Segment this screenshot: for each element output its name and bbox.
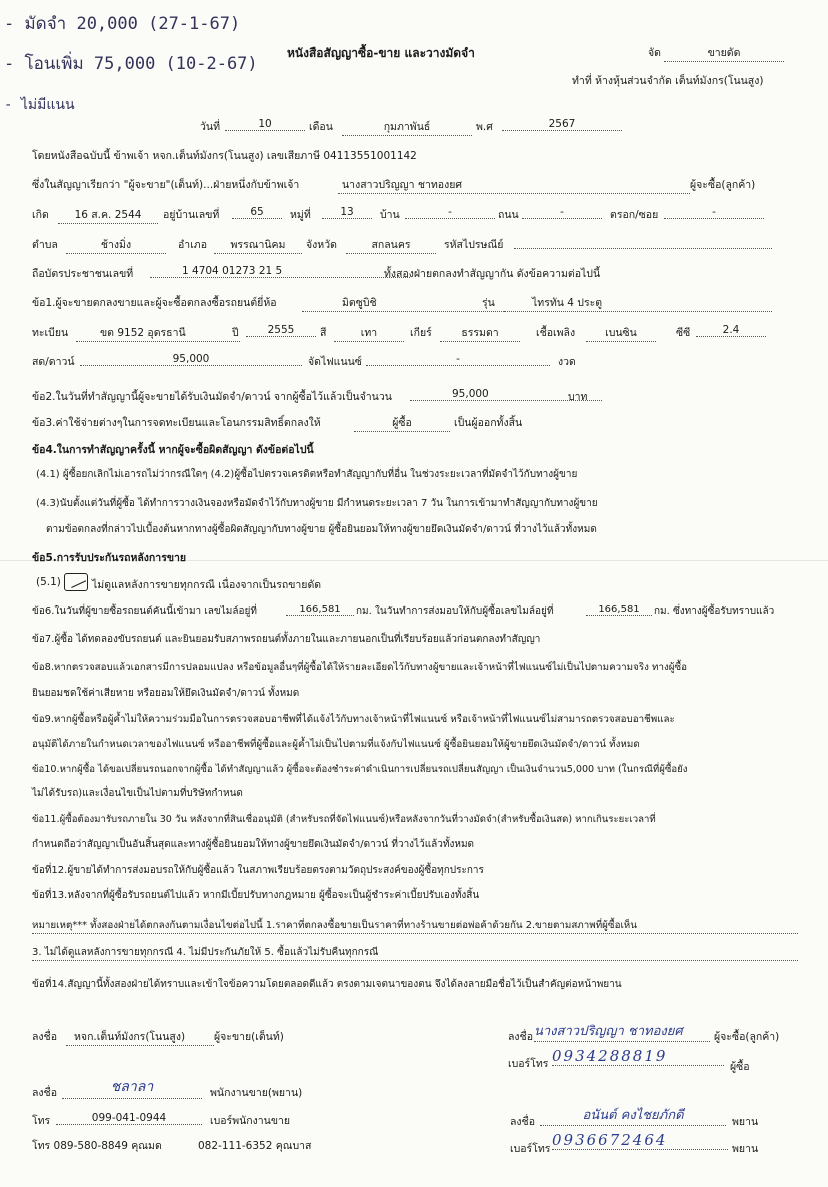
clause10a: ข้อ10.หากผู้ซื้อ ได้ขอเปลี่ยนรถนอกจากผู้ซื้อ ได้ทำสัญญาแล้ว ผู้ซื้อจะต้องชำระค่าดำเนินการเปลี่ยนรถเปลี่ยนสัญญา เป็นเงินจำนวน5,000 บาท (ในกรณีที่ผู้ซื้อยัง xyxy=(32,764,688,775)
car-brand: มิตซูบิชิ xyxy=(302,294,512,312)
car-gear: ธรรมดา xyxy=(440,324,520,342)
car-fuel: เบนซิน xyxy=(586,324,656,342)
staff-tel-label: โทร xyxy=(32,1115,51,1127)
clause14: ข้อที่14.สัญญานี้ทั้งสองฝ่ายได้ทราบและเข้าใจข้อความโดยตลอดดีแล้ว ตรงตามเจตนาของตน จึงได้ลงลายมือชื่อไว้เป็นสำคัญต่อหน้าพยาน xyxy=(32,979,622,990)
buyer-phone-role: ผู้ซื้อ xyxy=(730,1061,750,1073)
reg-label: ทะเบียน xyxy=(32,327,69,339)
gear-label: เกียร์ xyxy=(410,327,432,339)
month-label: เดือน xyxy=(309,121,333,133)
moo-label: หมู่ที่ xyxy=(290,209,311,221)
buyer-phone-label: เบอร์โทร xyxy=(508,1058,549,1070)
seller-signature: หจก.เต็นท์มังกร(โนนสูง) xyxy=(66,1028,214,1046)
month-value: กุมภาพันธ์ xyxy=(342,118,472,136)
birth-label: เกิด xyxy=(32,209,49,221)
note-deposit: - มัดจำ 20,000 (27-1-67) xyxy=(4,14,241,34)
tambon-label: ตำบล xyxy=(32,239,58,251)
clause6-mid: กม. ในวันทำการส่งมอบให้กับผู้ซื้อเลขไมล์อยู่ที่ xyxy=(356,606,554,617)
staff-role: พนักงานขาย(พยาน) xyxy=(210,1087,303,1099)
clause3-lead: ข้อ3.ค่าใช้จ่ายต่างๆในการจดทะเบียนและโอนกรรมสิทธิ์ตกลงให้ xyxy=(32,417,321,429)
staff-signature: ชลาลา xyxy=(62,1076,202,1099)
intro-line: โดยหนังสือฉบับนี้ ข้าพเจ้า หจก.เต็นท์มังกร(โนนสูง) เลขเสียภาษี 04113551001142 xyxy=(32,150,417,162)
note-none: - ไม่มีแนน xyxy=(4,97,75,113)
house-label: อยู่บ้านเลขที่ xyxy=(163,209,220,221)
id-value: 1 4704 01273 21 5 xyxy=(150,265,410,278)
buyer-tail: ผู้จะซื้อ(ลูกค้า) xyxy=(690,179,756,191)
buyer-sign-label: ลงชื่อ xyxy=(508,1031,533,1043)
clause2-lead: ข้อ2.ในวันที่ทำสัญญานี้ผู้จะขายได้รับเงินมัดจำ/ดาวน์ จากผู้ซื้อไว้แล้วเป็นจำนวน xyxy=(32,391,392,403)
clause3-who: ผู้ซื้อ xyxy=(354,414,450,432)
clause7: ข้อ7.ผู้ซื้อ ได้ทดลองขับรถยนต์ และยินยอมรับสภาพรถยนต์ทั้งภายในและภายนอกเป็นที่เรียบร้อยแล้วก่อนตกลงทำสัญญา xyxy=(32,634,541,645)
house-value: 65 xyxy=(232,206,282,219)
road-label: ถนน xyxy=(498,209,519,221)
clause13: ข้อที่13.หลังจากที่ผู้ซื้อรับรถยนต์ไปแล้ว หากมีเบี้ยปรับทางกฎหมาย ผู้ซื้อจะเป็นผู้ชำระค่าเบี้ยปรับเองทั้งสิ้น xyxy=(32,890,480,901)
moo-value: 13 xyxy=(322,206,372,219)
type-label: จัด xyxy=(648,47,661,59)
year-label: พ.ศ xyxy=(476,121,493,133)
mileage-in: 166,581 xyxy=(286,604,354,616)
village-label: บ้าน xyxy=(380,209,400,221)
buyer-signature: นางสาวปริญญา ชาทองยศ xyxy=(534,1020,710,1042)
witness-phone-label: เบอร์โทร xyxy=(510,1143,551,1155)
clause4-3a: (4.3)นับตั้งแต่วันที่ผู้ซื้อ ได้ทำการวางเงินจองหรือมัดจำไว้กับทางผู้ขาย มีกำหนดระยะเวลา 7 วัน ในการเข้ามาทำสัญญากับทางผู้ขาย xyxy=(36,498,598,509)
year-value: 2567 xyxy=(502,118,622,131)
note-extra-transfer: - โอนเพิ่ม 75,000 (10-2-67) xyxy=(4,54,258,74)
car-year: 2555 xyxy=(246,324,316,337)
model-label: รุ่น xyxy=(482,297,495,309)
clause11b: กำหนดถือว่าสัญญาเป็นอันสิ้นสุดและทางผู้ซื้อยินยอมให้ทางผู้ขายยึดเงินมัดจำ/ดาวน์ ที่วางไว้แล้วทั้งหมด xyxy=(32,839,475,850)
year-model-label: ปี xyxy=(232,327,239,339)
clause8a: ข้อ8.หากตรวจสอบแล้วเอกสารมีการปลอมแปลง หรือข้อมูลอื่นๆที่ผู้ซื้อได้ให้รายละเอียดไว้กับทางผู้ขายและเจ้าหน้าที่ไฟแนนซ์ไม่เป็นไปตามความจริง ทางผู้ซื้อ xyxy=(32,662,688,673)
amphoe-label: อำเภอ xyxy=(178,239,208,251)
witness-phone-role: พยาน xyxy=(732,1143,759,1155)
buyer-name: นางสาวปริญญา ชาทองยศ xyxy=(338,176,690,194)
color-label: สี xyxy=(320,327,327,339)
price-value: 95,000 xyxy=(80,353,302,366)
birth-value: 16 ส.ค. 2544 xyxy=(58,206,158,224)
staff-tel-role: เบอร์พนักงานขาย xyxy=(210,1115,291,1127)
car-model: ไทรทัน 4 ประตู xyxy=(504,294,772,312)
place-text: ทำที่ ห้างหุ้นส่วนจำกัด เต็นท์มังกร(โนนสูง) xyxy=(572,75,764,87)
id-tail: ทั้งสองฝ่ายตกลงทำสัญญากัน ดังข้อความต่อไปนี้ xyxy=(384,268,601,280)
clause5-1-number: (5.1) xyxy=(36,576,61,588)
remark-line-2: 3. ไม่ได้ดูแลหลังการขายทุกกรณี 4. ไม่มีประกันภัยให้ 5. ซื้อแล้วไม่รับคืนทุกกรณี xyxy=(32,945,798,961)
zip-label: รหัสไปรษณีย์ xyxy=(444,239,504,251)
car-color: เทา xyxy=(334,324,404,342)
clause4-3b: ตามข้อตกลงที่กล่าวไปเบื้องต้นหากทางผู้ซื้อผิดสัญญากับทางผู้ขาย ผู้ซื้อยินยอมให้ทางผู้ขายยึดเงินมัดจำ/ดาวน์ ที่วางไว้แล้วทั้งหมด xyxy=(46,524,597,535)
document-title: หนังสือสัญญาซื้อ-ขาย และวางมัดจำ xyxy=(287,46,475,60)
witness-sign-label: ลงชื่อ xyxy=(510,1116,535,1128)
province-value: สกลนคร xyxy=(346,236,436,254)
staff-tel: 099-041-0944 xyxy=(56,1112,202,1125)
day-label: วันที่ xyxy=(200,121,220,133)
fuel-label: เชื้อเพลิง xyxy=(536,327,576,339)
finance-label: จัดไฟแนนซ์ xyxy=(308,356,362,368)
clause2-unit: บาท xyxy=(568,391,588,403)
id-label: ถือบัตรประชาชนเลขที่ xyxy=(32,268,134,280)
clause2-amount: 95,000 xyxy=(410,388,602,401)
witness-phone: 0936672464 xyxy=(552,1131,728,1150)
finance-value: - xyxy=(366,353,550,366)
buyer-lead: ซึ่งในสัญญาเรียกว่า "ผู้จะขาย"(เต็นท์)...ฝ่ายหนึ่งกับข้าพเจ้า xyxy=(32,179,300,191)
clause6-tail: กม. ซึ่งทางผู้ซื้อรับทราบแล้ว xyxy=(654,606,775,617)
clause6-lead: ข้อ6.ในวันที่ผู้ขายซื้อรถยนต์คันนี้เข้ามา เลขไมล์อยู่ที่ xyxy=(32,606,257,617)
contact-tel-2: 082-111-6352 คุณบาส xyxy=(198,1140,312,1152)
type-value: ขายดัด xyxy=(664,44,784,62)
car-cc: 2.4 xyxy=(696,324,766,337)
clause5-heading: ข้อ5.การรับประกันรถหลังการขาย xyxy=(32,552,187,564)
tambon-value: ช้างมิ่ง xyxy=(66,236,166,254)
clause11a: ข้อ11.ผู้ซื้อต้องมารับรถภายใน 30 วัน หลังจากที่สินเชื่ออนุมัติ (สำหรับรถที่จัดไฟแนนซ์)หรือหลังจากวันที่วางมัดจำ(สำหรับซื้อเงินสด) หากเกินระยะเวลาที่ xyxy=(32,814,656,825)
clause5-checkbox[interactable] xyxy=(64,573,88,591)
province-label: จังหวัด xyxy=(306,239,337,251)
clause4-1: (4.1) ผู้ซื้อยกเลิกไม่เอารถไม่ว่ากรณีใดๆ (4.2)ผู้ซื้อไปตรวจเครดิตหรือทำสัญญากับที่อื่น ในช่วงระยะเวลาที่มัดจำไว้กับทางผู้ขาย xyxy=(36,469,578,480)
seller-role: ผู้จะขาย(เต็นท์) xyxy=(214,1031,284,1043)
car-registration: ขต 9152 อุดรธานี xyxy=(76,324,240,342)
clause4-heading: ข้อ4.ในการทำสัญญาครั้งนี้ หากผู้จะซื้อผิดสัญญา ดังข้อต่อไปนี้ xyxy=(32,444,314,456)
price-label: สด/ดาวน์ xyxy=(32,356,75,368)
soi-label: ตรอก/ซอย xyxy=(610,209,659,221)
clause3-tail: เป็นผู้ออกทั้งสิ้น xyxy=(454,417,523,429)
staff-sign-label: ลงชื่อ xyxy=(32,1087,57,1099)
installment-label: งวด xyxy=(558,356,576,368)
day-value: 10 xyxy=(225,118,305,131)
village-value: - xyxy=(405,206,495,219)
buyer-role: ผู้จะซื้อ(ลูกค้า) xyxy=(714,1031,780,1043)
clause1-lead: ข้อ1.ผู้จะขายตกลงขายและผู้จะซื้อตกลงซื้อรถยนต์ยี่ห้อ xyxy=(32,297,277,309)
clause5-1-text: ไม่ดูแลหลังการขายทุกกรณี เนื่องจากเป็นรถขายดัด xyxy=(92,579,322,591)
amphoe-value: พรรณานิคม xyxy=(214,236,302,254)
witness-signature: อนันต์ คงไชยภักดี xyxy=(540,1104,726,1126)
seller-sign-label: ลงชื่อ xyxy=(32,1031,57,1043)
clause8b: ยินยอมชดใช้ค่าเสียหาย หรือยอมให้ยึดเงินมัดจำ/ดาวน์ ทั้งหมด xyxy=(32,688,300,699)
clause9b: อนุมัติได้ภายในกำหนดเวลาของไฟแนนซ์ หรืออาชีพที่ผู้ซื้อและผู้ค้ำไม่เป็นไปตามที่แจ้งกับไฟแนนซ์ ผู้ซื้อยินยอมให้ผู้ขายยึดเงินมัดจำ/ดาวน์ ทั้งหมด xyxy=(32,739,640,750)
cc-label: ซีซี xyxy=(676,327,691,339)
witness-role: พยาน xyxy=(732,1116,759,1128)
contact-tel-1: โทร 089-580-8849 คุณมด xyxy=(32,1140,162,1152)
remark-line-1: หมายเหตุ*** ทั้งสองฝ่ายได้ตกลงกันตามเงื่อนไขต่อไปนี้ 1.ราคาที่ตกลงซื้อขายเป็นราคาที่ทางร้านขายต่อพ่อค้าด้วยกัน 2.ขายตามสภาพที่ผู้ซื้อเห็น xyxy=(32,918,798,934)
clause9a: ข้อ9.หากผู้ซื้อหรือผู้ค้ำไม่ให้ความร่วมมือในการตรวจสอบอาชีพที่ได้แจ้งไว้กับทางเจ้าหน้าที่ไฟแนนซ์ หรือเจ้าหน้าที่ไฟแนนซ์ไม่สามารถตรวจสอบอาชีพและ xyxy=(32,714,675,725)
buyer-phone: 0934288819 xyxy=(552,1047,724,1066)
clause10b: ไม่ได้รับรถ)และเงื่อนไขเป็นไปตามที่บริษัทกำหนด xyxy=(32,788,243,799)
soi-value: - xyxy=(664,206,764,219)
road-value: - xyxy=(522,206,602,219)
mileage-out: 166,581 xyxy=(586,604,652,616)
clause12: ข้อที่12.ผู้ขายได้ทำการส่งมอบรถให้กับผู้ซื้อแล้ว ในสภาพเรียบร้อยตรงตามวัตถุประสงค์ของผู้ซื้อทุกประการ xyxy=(32,865,484,876)
zip-value xyxy=(514,236,772,249)
